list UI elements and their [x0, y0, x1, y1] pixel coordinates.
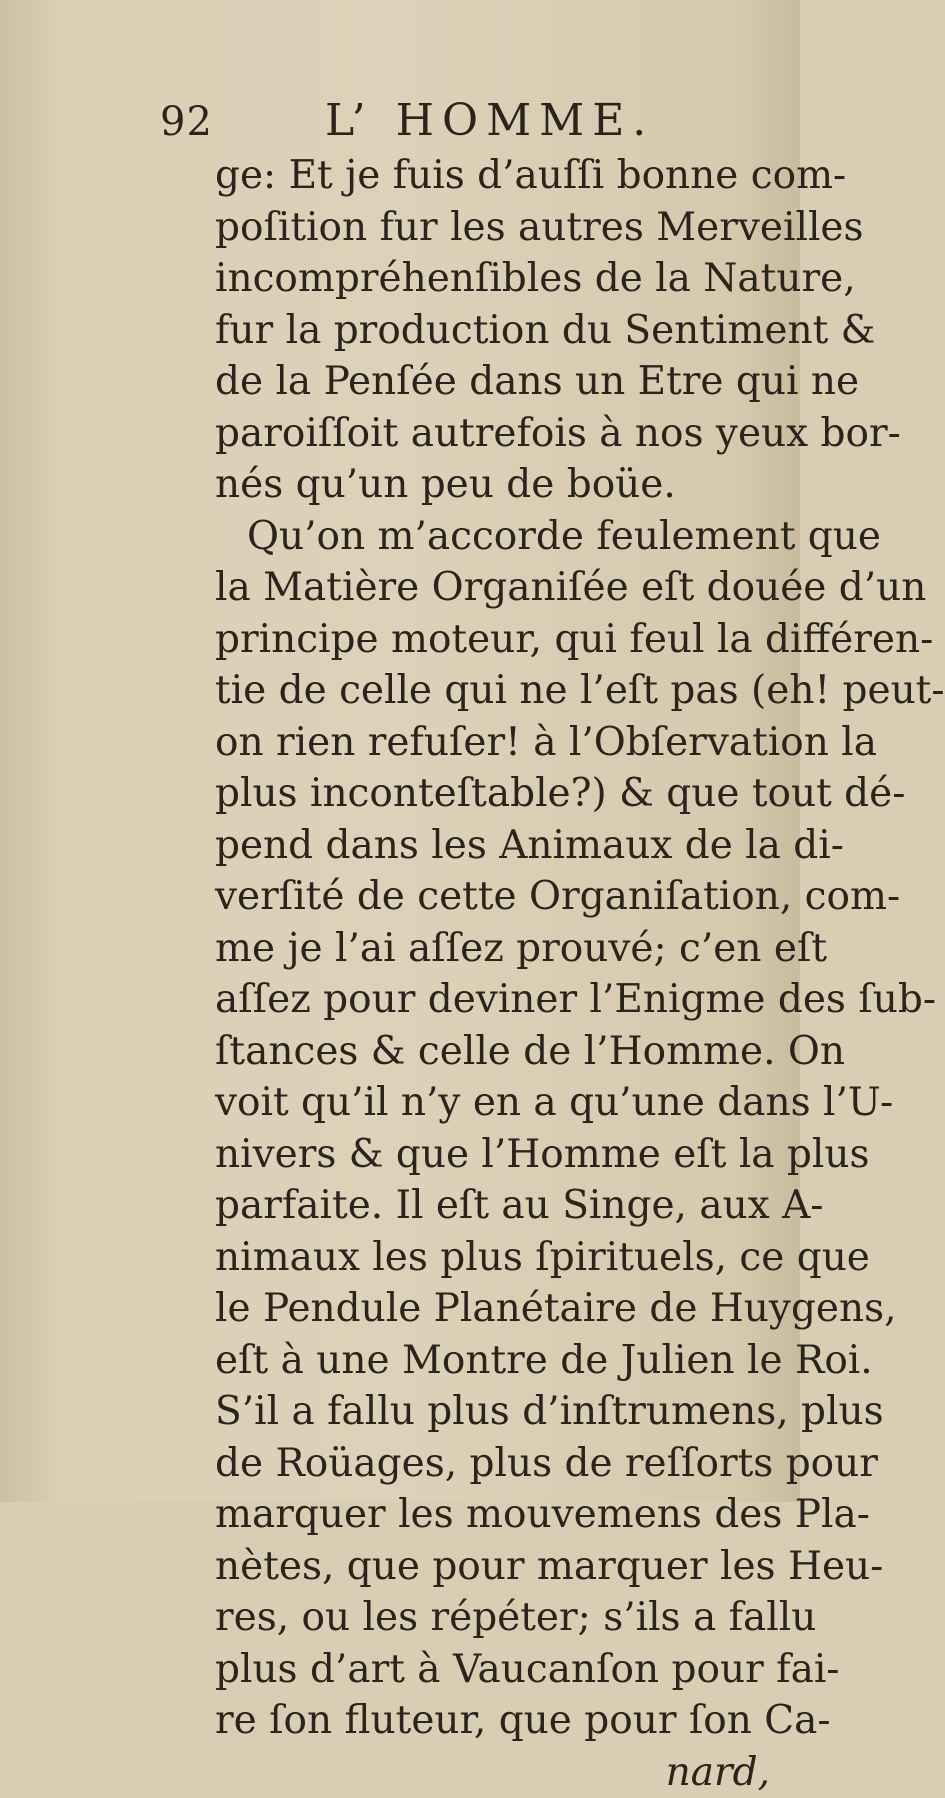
- text-line: pend dans les Animaux de la di-: [215, 820, 800, 872]
- text-line: le Pendule Planétaire de Huygens,: [215, 1283, 800, 1335]
- text-line: incompréhenſibles de la Nature,: [215, 253, 800, 305]
- text-line: eſt à une Montre de Julien le Roi.: [215, 1335, 800, 1387]
- text-line: principe moteur, qui feul la différen-: [215, 614, 800, 666]
- text-line: marquer les mouvemens des Pla-: [215, 1489, 800, 1541]
- catchword: nard,: [215, 1747, 800, 1798]
- page-header: [160, 95, 654, 146]
- text-line: ge: Et je fuis d’auſſi bonne com-: [215, 150, 800, 202]
- text-line: me je l’ai aſſez prouvé; c’en eſt: [215, 923, 800, 975]
- text-line: nètes, que pour marquer les Heu-: [215, 1541, 800, 1593]
- text-line: plus d’art à Vaucanſon pour fai-: [215, 1644, 800, 1696]
- text-line: de la Penſée dans un Etre qui ne: [215, 356, 800, 408]
- text-line: parfaite. Il eſt au Singe, aux A-: [215, 1180, 800, 1232]
- text-line: paroiſſoit autrefois à nos yeux bor-: [215, 408, 800, 460]
- text-line: fur la production du Sentiment &: [215, 305, 800, 357]
- text-line: re ſon fluteur, que pour ſon Ca-: [215, 1695, 800, 1747]
- text-line: aſſez pour deviner l’Enigme des ſub-: [215, 974, 800, 1026]
- text-line: ſtances & celle de l’Homme. On: [215, 1026, 800, 1078]
- text-line: nimaux les plus ſpirituels, ce que: [215, 1232, 800, 1284]
- body-text: [215, 150, 800, 1798]
- text-line: plus inconteſtable?) & que tout dé-: [215, 768, 800, 820]
- text-line: Qu’on m’accorde feulement que: [215, 511, 800, 563]
- running-title: L’ HOMME.: [325, 95, 654, 146]
- text-line: la Matière Organiſée eſt douée d’un: [215, 562, 800, 614]
- text-line: S’il a fallu plus d’inſtrumens, plus: [215, 1386, 800, 1438]
- text-line: verſité de cette Organiſation, com-: [215, 871, 800, 923]
- text-line: voit qu’il n’y en a qu’une dans l’U-: [215, 1077, 800, 1129]
- text-line: de Roüages, plus de reſſorts pour: [215, 1438, 800, 1490]
- text-line: nés qu’un peu de boüe.: [215, 459, 800, 511]
- text-line: nivers & que l’Homme eſt la plus: [215, 1129, 800, 1181]
- text-line: res, ou les répéter; s’ils a fallu: [215, 1592, 800, 1644]
- text-line: on rien refuſer! à l’Obſervation la: [215, 717, 800, 769]
- page-number: 92: [160, 99, 310, 145]
- text-line: poſition fur les autres Merveilles: [215, 202, 800, 254]
- text-line: tie de celle qui ne l’eſt pas (eh! peut-: [215, 665, 800, 717]
